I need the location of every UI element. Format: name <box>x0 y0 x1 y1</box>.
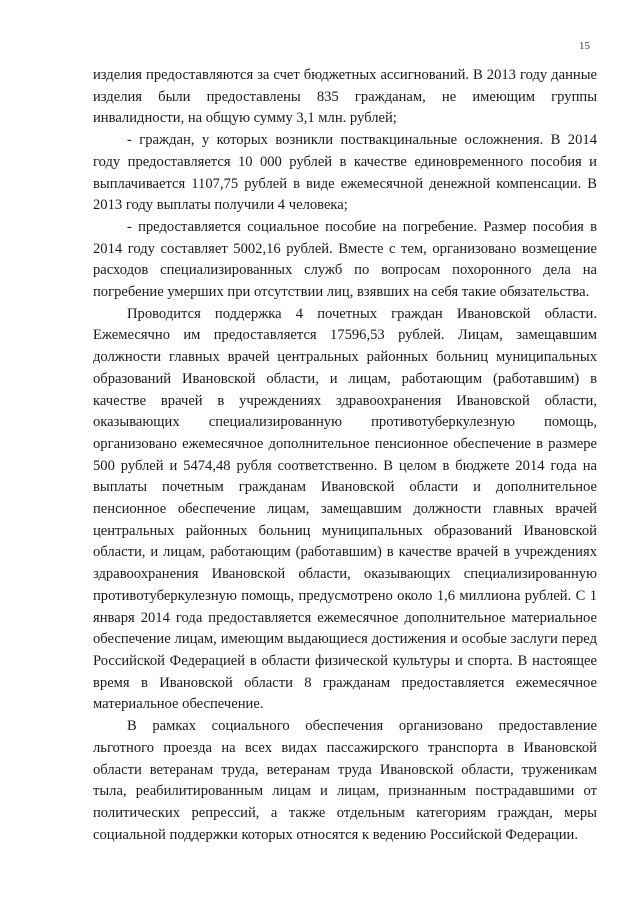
paragraph-honorary-citizens: Проводится поддержка 4 почетных граждан Ивановской области. Ежемесячно им предоставляется 17596,53 рублей. Лицам, замещавшим должности главных врачей центральных районных больниц муниципальных образований Ивановской области, и лицам, работающим (работавшим) в качестве врачей в учреждениях здравоохранения Ивановской области, оказывающих специализированную противотуберкулезную помощь, организовано ежемесячное дополнительное пенсионное обеспечение в размере 500 рублей и 5474,48 рубля соответственно. В целом в бюджете 2014 года на выплаты почетным гражданам Ивановской области и дополнительное пенсионное обеспечение лицам, замещавшим должности главных врачей центральных районных больниц муниципальных образований Ивановской области, и лицам, работающим (работавшим) в качестве врачей в учреждениях здравоохранения Ивановской области, оказывающих специализированную противотуберкулезную помощь, предусмотрено около 1,6 миллиона рублей. С 1 января 2014 года предоставляется ежемесячное дополнительное материальное обеспечение лицам, имеющим выдающиеся достижения и особые заслуги перед Российской Федерацией в области физической культуры и спорта. В настоящее время в Ивановской области 8 гражданам предоставляется ежемесячное материальное обеспечение. <box>93 305 597 713</box>
document-body <box>93 65 597 846</box>
paragraph-post-vaccination: - граждан, у которых возникли поствакцинальные осложнения. В 2014 году предоставляется 10 000 рублей в качестве единовременного пособия и выплачивается 1107,75 рублей в виде ежемесячной денежной компенсации. В 2013 году выплаты получили 4 человека; <box>93 132 597 214</box>
paragraph-transport-benefits: В рамках социального обеспечения организовано предоставление льготного проезда на всех видах пассажирского транспорта в Ивановской области ветеранам труда, ветеранам труда Ивановской области, труженикам тыла, реабилитированным лицам и лицам, признанным пострадавшими от политических репрессий, а также отдельным категориям граждан, меры социальной поддержки которых относятся к ведению Российской Федерации. <box>93 718 597 843</box>
paragraph-orthopedic-items: изделия предоставляются за счет бюджетных ассигнований. В 2013 году данные изделия были предоставлены 835 гражданам, не имеющим группы инвалидности, на общую сумму 3,1 млн. рублей; <box>93 67 597 127</box>
paragraph-burial-allowance: - предоставляется социальное пособие на погребение. Размер пособия в 2014 году составляет 5002,16 рублей. Вместе с тем, организовано возмещение расходов специализированных служб по вопросам похоронного дела на погребение умерших при отсутствии лиц, взявших на себя такие обязательства. <box>93 218 597 301</box>
page-number: 15 <box>579 40 590 52</box>
